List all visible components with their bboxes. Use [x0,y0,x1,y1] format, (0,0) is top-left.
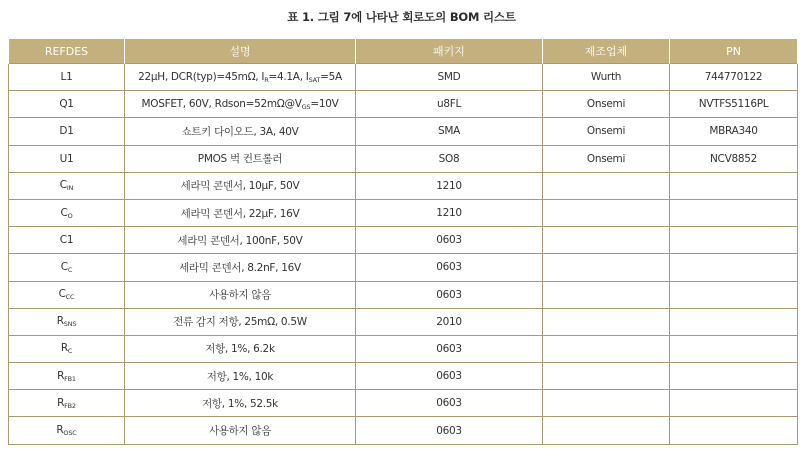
cell-pn [670,281,798,308]
cell-description: 세라믹 콘덴서, 100nF, 50V [125,227,356,254]
cell-package: 2010 [356,308,543,335]
cell-pn: NVTFS5116PL [670,91,798,118]
cell-manufacturer [543,254,670,281]
refdes-label: C [60,206,68,219]
refdes-subscript: OSC [63,429,77,438]
refdes-label: R [57,369,65,382]
cell-pn [670,227,798,254]
cell-package: 0603 [356,363,543,390]
cell-description: MOSFET, 60V, $Rdson=52m\Omega@V_{GS}=10V$ [125,91,356,118]
refdes-subscript: CC [65,293,75,302]
table-header-row [9,39,798,64]
cell-refdes [9,417,125,444]
cell-package: SMD [356,64,543,91]
cell-refdes [9,199,125,226]
cell-manufacturer [543,390,670,417]
cell-pn [670,308,798,335]
cell-manufacturer: Onsemi [543,91,670,118]
column-header-description: 설명 [125,39,356,64]
cell-pn [670,363,798,390]
table-row [9,118,798,145]
table-row [9,308,798,335]
cell-pn: NCV8852 [670,145,798,172]
refdes-subscript: C [67,265,73,274]
table-caption: 표 1. 그림 7에 나타난 회로도의 BOM 리스트 [287,10,516,24]
column-header-refdes: REFDES [9,39,125,64]
cell-refdes [9,118,125,145]
refdes-label: R [56,315,64,328]
refdes-label: C [60,260,68,273]
bom-table [8,39,798,445]
cell-package: u8FL [356,91,543,118]
cell-description: PMOS 벅 컨트롤러 [125,145,356,172]
refdes-subscript: C [67,347,73,356]
cell-refdes [9,227,125,254]
refdes-label: C [58,288,66,301]
cell-description: 세라믹 콘덴서, 8.2nF, 16V [125,254,356,281]
cell-refdes [9,91,125,118]
cell-manufacturer: Onsemi [543,145,670,172]
refdes-subscript: SNS [63,320,77,329]
cell-manufacturer [543,308,670,335]
refdes-label: R [57,396,65,409]
cell-description: 저항, 1%, 10k [125,363,356,390]
cell-description: 저항, 1%, 6.2k [125,335,356,362]
cell-description: 사용하지 않음 [125,281,356,308]
cell-refdes [9,172,125,199]
cell-manufacturer [543,417,670,444]
column-header-pn: PN [670,39,798,64]
cell-package: 0603 [356,417,543,444]
table-row [9,335,798,362]
cell-manufacturer [543,227,670,254]
cell-refdes [9,308,125,335]
cell-pn: MBRA340 [670,118,798,145]
refdes-label: C1 [59,234,74,247]
cell-pn [670,254,798,281]
cell-package: 1210 [356,172,543,199]
refdes-label: C [59,179,67,192]
cell-manufacturer [543,199,670,226]
table-row [9,254,798,281]
refdes-subscript: FB2 [64,401,76,410]
refdes-subscript: IN [66,184,74,193]
table-row [9,227,798,254]
table-row [9,363,798,390]
table-row [9,91,798,118]
cell-refdes [9,335,125,362]
cell-refdes [9,64,125,91]
column-header-manufacturer: 제조업체 [543,39,670,64]
cell-package: 0603 [356,335,543,362]
cell-refdes [9,254,125,281]
cell-description: 저항, 1%, 52.5k [125,390,356,417]
cell-refdes [9,281,125,308]
table-row [9,64,798,91]
table-body [9,64,798,445]
cell-description: 쇼트키 다이오드, 3A, 40V [125,118,356,145]
cell-package: SMA [356,118,543,145]
cell-manufacturer [543,172,670,199]
cell-refdes [9,145,125,172]
refdes-label: R [60,342,68,355]
cell-manufacturer [543,363,670,390]
cell-package: 0603 [356,281,543,308]
cell-package: 0603 [356,254,543,281]
cell-pn [670,417,798,444]
refdes-subscript: O [67,211,73,220]
cell-package: 0603 [356,390,543,417]
cell-package: 1210 [356,199,543,226]
cell-description: 22μH, DCR(typ)=45mΩ, $I_R=4.1A$, $I_{SAT}=5A$ [125,64,356,91]
cell-manufacturer: Onsemi [543,118,670,145]
cell-pn [670,335,798,362]
cell-manufacturer [543,335,670,362]
cell-package: SO8 [356,145,543,172]
refdes-label: U1 [59,152,74,165]
refdes-label: Q1 [59,98,74,111]
cell-description: 전류 감지 저항, 25mΩ, 0.5W [125,308,356,335]
cell-package: 0603 [356,227,543,254]
table-row [9,390,798,417]
table-row [9,199,798,226]
table-row [9,281,798,308]
cell-pn [670,172,798,199]
cell-description: 사용하지 않음 [125,417,356,444]
table-row [9,145,798,172]
refdes-subscript: FB1 [64,374,76,383]
table-row [9,417,798,444]
refdes-label: L1 [60,71,73,84]
cell-refdes [9,390,125,417]
cell-manufacturer: Wurth [543,64,670,91]
refdes-label: D1 [59,125,74,138]
cell-pn [670,199,798,226]
cell-manufacturer [543,281,670,308]
cell-description: 세라믹 콘덴서, 10μF, 50V [125,172,356,199]
table-row [9,172,798,199]
cell-pn [670,390,798,417]
refdes-label: R [56,424,64,437]
column-header-package: 패키지 [356,39,543,64]
cell-description: 세라믹 콘덴서, 22μF, 16V [125,199,356,226]
cell-pn: 744770122 [670,64,798,91]
cell-refdes [9,363,125,390]
